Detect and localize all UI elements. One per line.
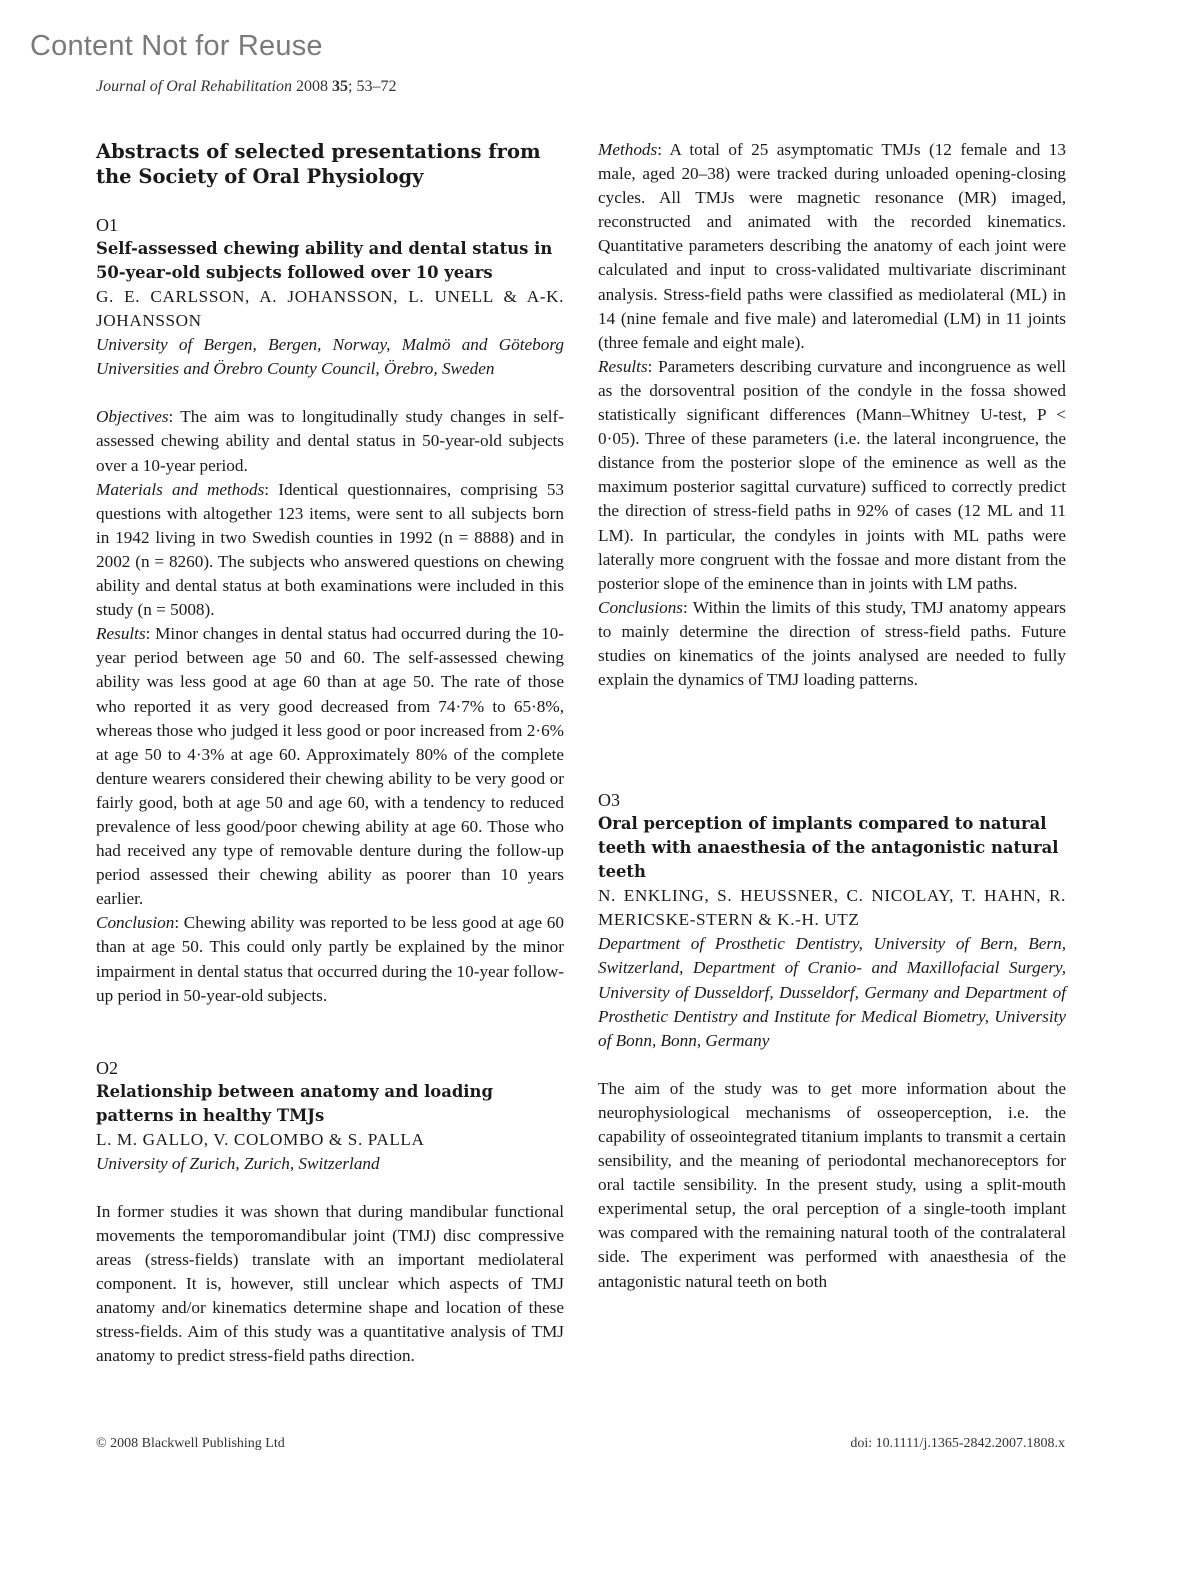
- footer-doi: doi: 10.1111/j.1365-2842.2007.1808.x: [850, 1436, 1065, 1451]
- footer-copyright: © 2008 Blackwell Publishing Ltd: [96, 1436, 285, 1451]
- o2-authors: L. M. GALLO, V. COLOMBO & S. PALLA: [96, 1129, 425, 1149]
- o3-authors: N. ENKLING, S. HEUSSNER, C. NICOLAY, T. HAHN, R. MERICSKE-STERN & K.-H. UTZ: [598, 886, 1066, 930]
- o1-title: Self-assessed chewing ability and dental status in 50-year-old subjects followed over 10 years: [96, 239, 553, 282]
- journal-header: [96, 78, 396, 96]
- o1-results-label: Results: [96, 624, 146, 644]
- o2-intro: In former studies it was shown that during mandibular functional movements the temporomandibular joint (TMJ) disc compressive areas (stress-fields) translate with an important mediolateral component. It is, however, still unclear which aspects of TMJ anatomy and/or kinematics determine shape and location of these stress-fields. Aim of this study was a quantitative analysis of TMJ anatomy to predict stress-field paths direction.: [96, 1201, 564, 1366]
- o1-methods: Materials and methods: Identical questionnaires, comprising 53 questions with altogether 123 items, were sent to all subjects born in 1942 living in two Swedish counties in 1992 (n = 8888) and in 2002 (n = 8260). The subjects who answered questions on chewing ability and dental status at both examinations were included in this study (n = 5008).: [96, 479, 565, 620]
- o1-number: O1: [96, 215, 118, 235]
- o1-methods-label: Materials and methods: [96, 479, 265, 499]
- o2-affiliation: University of Zurich, Zurich, Switzerland: [96, 1153, 380, 1173]
- o2-conclusions-label: Conclusions: [598, 597, 683, 617]
- o1-objectives: Objectives: The aim was to longitudinally study changes in self-assessed chewing ability and dental status in 50-year-old subjects over a 10-year period.: [96, 407, 564, 475]
- right-column: [598, 138, 1066, 1294]
- watermark: Content Not for Reuse: [30, 30, 323, 62]
- journal-year: 2008: [296, 78, 328, 95]
- o2-results-label: Results: [598, 356, 648, 376]
- o3-affiliation: Department of Prosthetic Dentistry, University of Bern, Bern, Switzerland, Department of Cranio- and Maxillofacial Surgery, University of Dusseldorf, Dusseldorf, Germany and Department of Prosthetic Dentistry and Institute for Medical Biometry, University of Bonn, Bonn, Germany: [598, 934, 1066, 1050]
- o3-title: Oral perception of implants compared to natural teeth with anaesthesia of the antagonistic natural teeth: [598, 814, 1059, 882]
- o2-conclusions: Conclusions: Within the limits of this study, TMJ anatomy appears to mainly determine the direction of stress-field paths. Future studies on kinematics of the joints analysed are needed to fully explain the dynamics of TMJ loading patterns.: [598, 597, 1066, 690]
- o2-title: Relationship between anatomy and loading patterns in healthy TMJs: [96, 1081, 493, 1125]
- abstract-o3: [598, 788, 1066, 1294]
- main-title: Abstracts of selected presentations from the Society of Oral Physiology: [96, 140, 541, 188]
- o1-affiliation: University of Bergen, Bergen, Norway, Malmö and Göteborg Universities and Örebro County Council, Örebro, Sweden: [96, 335, 564, 379]
- o2-methods: Methods: A total of 25 asymptomatic TMJs (12 female and 13 male, aged 20–38) were tracked during unloaded opening-closing cycles. All TMJs were magnetic resonance (MR) imaged, reconstructed and animated with the recorded kinematics. Quantitative parameters describing the anatomy of each joint were calculated and input to cross-validated multivariate discriminant analysis. Stress-field paths were classified as mediolateral (ML) in 14 (nine female and five male) and lateromedial (LM) in 11 joints (three female and eight male).: [598, 140, 1066, 352]
- abstract-o1: [96, 213, 564, 1008]
- o1-conclusion-label: Conclusion: [96, 913, 175, 933]
- o2-methods-label: Methods: [598, 140, 658, 159]
- abstract-o2: [96, 1056, 564, 1369]
- o1-results: Results: Minor changes in dental status had occurred during the 10-year period between age 50 and 60. The self-assessed chewing ability was less good at age 60 than at age 50. The rate of those who reported it as very good decreased from 74·7% to 65·8%, whereas those who judged it less good or poor increased from 2·6% at age 50 to 4·3% at age 60. Approximately 80% of the complete denture wearers considered their chewing ability to be very good or fairly good, both at age 50 and age 60, with a tendency to reduced prevalence of less good/poor chewing ability at age 60. Those who had received any type of removable denture during the follow-up period assessed their chewing ability as poorer than 10 years earlier.: [96, 624, 564, 909]
- journal-name: Journal of Oral Rehabilitation: [96, 78, 292, 95]
- o1-authors: G. E. CARLSSON, A. JOHANSSON, L. UNELL & A-K. JOHANSSON: [96, 287, 564, 331]
- o2-results: Results: Parameters describing curvature and incongruence as well as the dorsoventral position of the condyle in the fossa showed statistically significant differences (Mann–Whitney U-test, P < 0·05). Three of these parameters (i.e. the lateral incongruence, the distance from the posterior slope of the eminence as well as the maximum posterior sagittal curvature) sufficed to correctly predict the direction of stress-field paths in 92% of cases (12 ML and 11 LM). In particular, the condyles in joints with ML paths were laterally more congruent with the fossae and more distant from the posterior slope of the eminence than in joints with LM paths.: [598, 356, 1066, 593]
- journal-pages: ; 53–72: [348, 78, 397, 95]
- o3-number: O3: [598, 790, 620, 811]
- journal-volume: 35: [332, 78, 348, 95]
- o2-number: O2: [96, 1057, 118, 1078]
- o1-objectives-label: Objectives: [96, 407, 169, 427]
- o1-conclusion: Conclusion: Chewing ability was reported to be less good at age 60 than at age 50. This could only partly be explained by the minor impairment in dental status that occurred during the 10-year follow-up period in 50-year-old subjects.: [96, 913, 564, 1005]
- o3-body: The aim of the study was to get more information about the neurophysiological mechanisms of osseoperception, i.e. the capability of osseointegrated titanium implants to transmit a certain sensibility, and the meaning of periodontal mechanoreceptors for oral tactile sensibility. In the present study, using a split-mouth experimental setup, the oral perception of a single-tooth implant was compared with the remaining natural tooth of the contralateral side. The experiment was performed with anaesthesia of the antagonistic natural teeth on both: [598, 1078, 1066, 1291]
- left-column: [96, 138, 564, 1369]
